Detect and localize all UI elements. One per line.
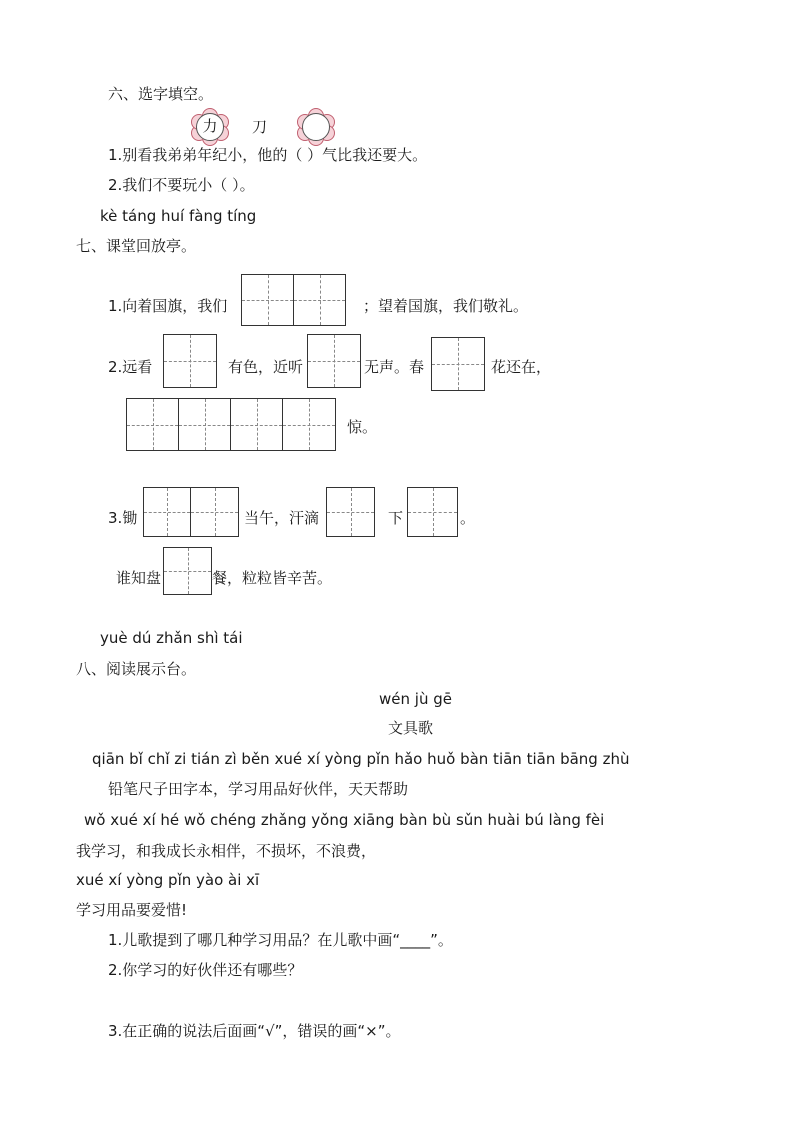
poem-line2-pinyin: wǒ xué xí hé wǒ chéng zhǎng yǒng xiāng bàn bù sǔn huài bú làng fèi [84,811,605,829]
tianzige-box[interactable] [143,487,191,537]
section7-q2-a: 2.远看 [108,358,153,376]
section7-q2-c: 无声。春 [364,358,425,376]
section7-q2-e: 惊。 [347,418,378,436]
section7-q3-e: 谁知盘 [116,569,162,587]
section8-pinyin: yuè dú zhǎn shì tái [100,629,243,647]
section7-q2-d: 花还在， [491,358,552,376]
tianzige-box[interactable] [163,334,217,388]
section7-q3-a: 3.锄 [108,509,138,527]
tianzige-box[interactable] [241,274,294,326]
poem-line1-pinyin: qiān bǐ chǐ zi tián zì běn xué xí yòng pǐn hǎo huǒ bàn tiān tiān bāng zhù [92,750,630,768]
poem-line3: 学习用品要爱惜! [76,901,188,919]
section6-question-2: 2.我们不要玩小（ ）。 [108,176,255,194]
poem-title-pinyin: wén jù gē [379,690,452,708]
section7-q3-b: 当午，汗滴 [244,509,320,527]
section7-q3-f: 餐，粒粒皆辛苦。 [212,569,333,587]
tianzige-box[interactable] [282,398,336,451]
section8-question-1: 1.儿歌提到了哪几种学习用品？在儿歌中画“____”。 [108,931,453,949]
section6-heading: 六、选字填空。 [108,85,214,103]
section7-q1-suffix: ；望着国旗，我们敬礼。 [363,297,529,315]
choice-char-2: 刀 [252,118,268,136]
tianzige-box[interactable] [326,487,375,537]
section8-question-3: 3.在正确的说法后面画“√”，错误的画“×”。 [108,1022,401,1040]
flower-choice-empty [297,108,335,146]
tianzige-box[interactable] [126,398,179,451]
section7-q3-d: 。 [460,509,476,527]
section7-pinyin: kè táng huí fàng tíng [100,207,257,225]
poem-title: 文具歌 [388,719,434,737]
tianzige-box[interactable] [431,337,485,391]
section8-question-2: 2.你学习的好伙伴还有哪些？ [108,961,303,979]
section6-question-1: 1.别看我弟弟年纪小，他的（ ）气比我还要大。 [108,146,428,164]
tianzige-box[interactable] [163,547,212,595]
section7-q1-prefix: 1.向着国旗，我们 [108,297,228,315]
section7-heading: 七、课堂回放亭。 [76,237,197,255]
poem-line2: 我学习，和我成长永相伴，不损坏，不浪费， [76,842,377,860]
section7-q3-c: 下 [388,509,404,527]
tianzige-box[interactable] [407,487,458,537]
tianzige-box[interactable] [190,487,239,537]
tianzige-box[interactable] [230,398,283,451]
poem-line1: 铅笔尺子田字本，学习用品好伙伴，天天帮助 [108,780,409,798]
choice-char-3 [302,113,330,141]
poem-line3-pinyin: xué xí yòng pǐn yào ài xī [76,871,260,889]
flower-choice-li [191,108,229,146]
choice-char-1: 力 [196,113,224,141]
tianzige-box[interactable] [293,274,346,326]
section8-heading: 八、阅读展示台。 [76,660,197,678]
tianzige-box[interactable] [307,334,361,388]
section7-q2-b: 有色，近听 [228,358,304,376]
tianzige-box[interactable] [178,398,231,451]
